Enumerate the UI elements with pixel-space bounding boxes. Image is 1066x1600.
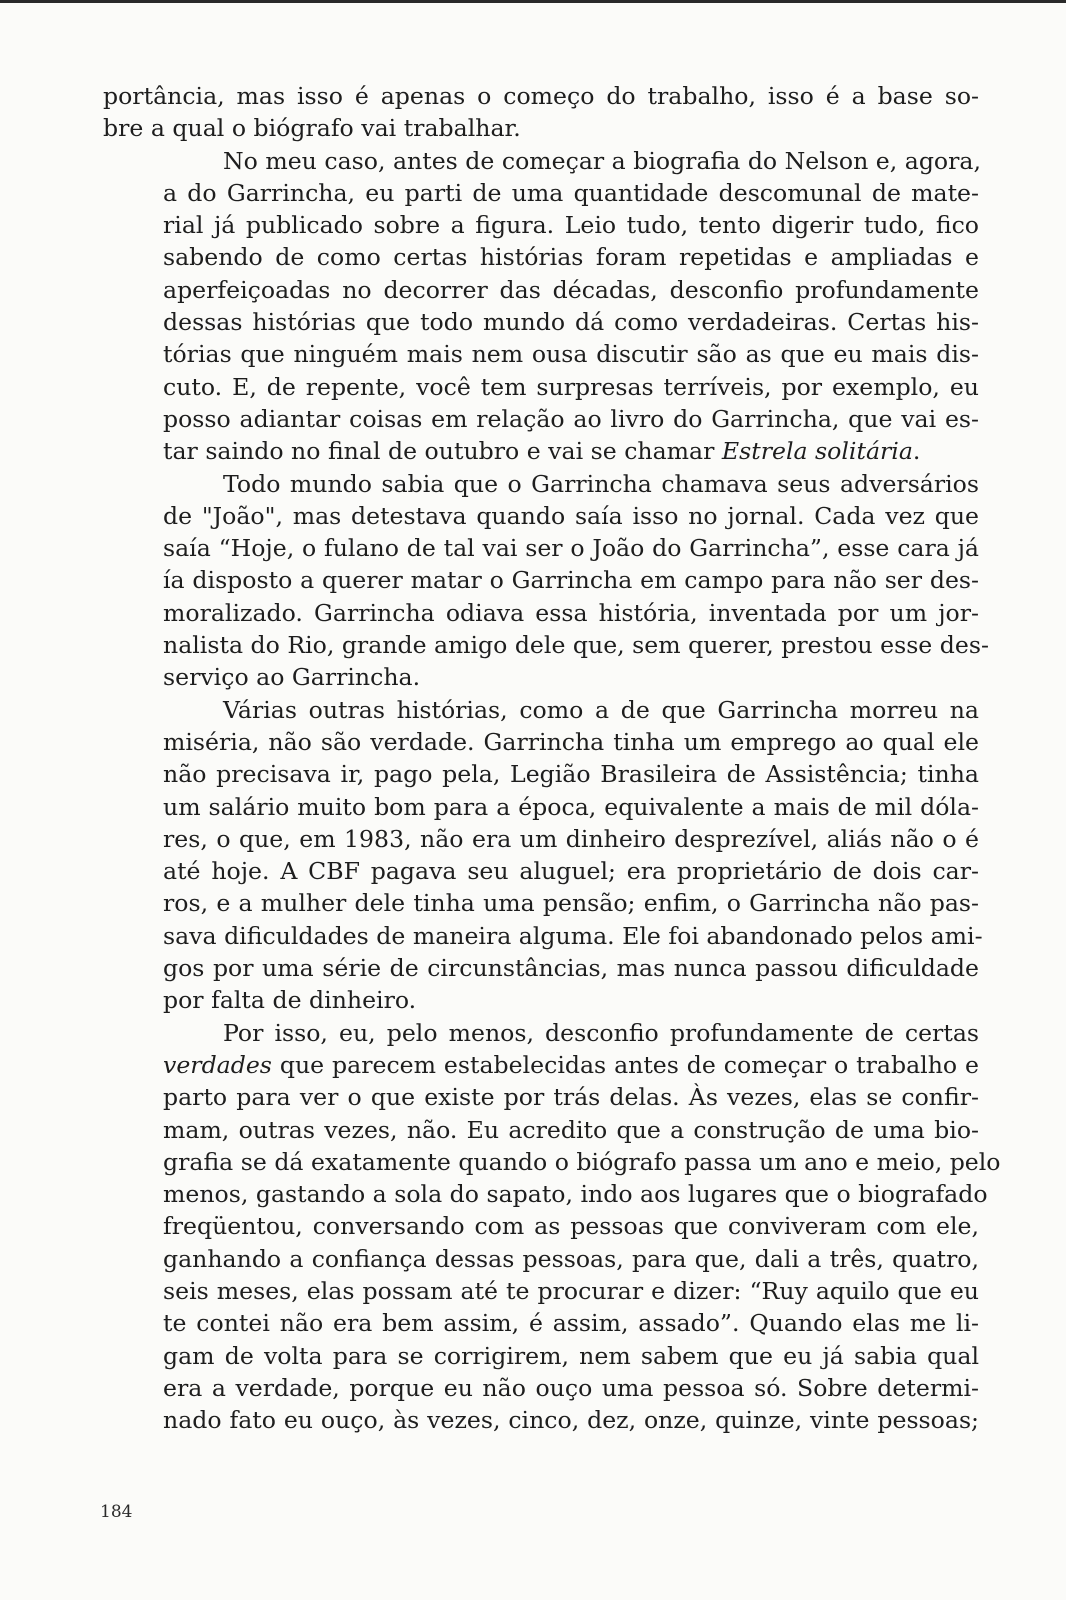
text-line: posso adiantar coisas em relação ao livro do Garrincha, que vai es-: [163, 404, 979, 433]
text-line: ros, e a mulher dele tinha uma pensão; enfim, o Garrincha não pas-: [163, 889, 979, 918]
text-line: [103, 1049, 979, 1081]
text-line: Por isso, eu, pelo menos, desconfio profundamente de certas: [223, 1018, 979, 1047]
text-line: um salário muito bom para a época, equivalente a mais de mil dóla-: [163, 792, 979, 821]
text-line: serviço ao Garrincha.: [163, 663, 421, 692]
text-line: era a verdade, porque eu não ouço uma pessoa só. Sobre determi-: [163, 1373, 979, 1402]
text-line: até hoje. A CBF pagava seu aluguel; era proprietário de dois car-: [163, 857, 979, 886]
text-line: sabendo de como certas histórias foram repetidas e ampliadas e: [163, 243, 979, 272]
text-line: aperfeiçoadas no decorrer das décadas, desconfio profundamente: [163, 275, 979, 304]
text-line: grafia se dá exatamente quando o biógrafo passa um ano e meio, pelo: [163, 1147, 1001, 1176]
text-line: sava dificuldades de maneira alguma. Ele foi abandonado pelos ami-: [163, 921, 983, 950]
text-line: nalista do Rio, grande amigo dele que, sem querer, prestou esse des-: [163, 631, 989, 660]
text-line: moralizado. Garrincha odiava essa história, inventada por um jor-: [163, 598, 979, 627]
text-line: No meu caso, antes de começar a biografia do Nelson e, agora,: [223, 146, 981, 175]
emphasized-word: verdades: [163, 1050, 272, 1079]
book-title: Estrela solitária: [721, 437, 913, 466]
text-segment: .: [912, 437, 921, 466]
text-line: a do Garrincha, eu parti de uma quantidade descomunal de mate-: [163, 178, 979, 207]
text-line: res, o que, em 1983, não era um dinheiro desprezível, aliás não o é: [163, 824, 979, 853]
text-line: bre a qual o biógrafo vai trabalhar.: [103, 114, 521, 143]
text-segment: tar saindo no final de outubro e vai se chamar: [163, 437, 722, 466]
paragraph-3: [103, 468, 989, 694]
text-line: [103, 435, 979, 467]
page-number: 184: [100, 1502, 133, 1522]
text-line: menos, gastando a sola do sapato, indo aos lugares que o biografado: [163, 1180, 988, 1209]
text-line: ía disposto a querer matar o Garrincha em campo para não ser des-: [163, 566, 979, 595]
text-line: te contei não era bem assim, é assim, assado”. Quando elas me li-: [163, 1309, 979, 1338]
paragraph-2: [103, 145, 979, 468]
text-line: miséria, não são verdade. Garrincha tinha um emprego ao qual ele: [163, 727, 979, 756]
text-line: nado fato eu ouço, às vezes, cinco, dez, onze, quinze, vinte pessoas;: [163, 1406, 979, 1435]
text-line: Várias outras histórias, como a de que Garrincha morreu na: [223, 695, 979, 724]
text-line: portância, mas isso é apenas o começo do trabalho, isso é a base so-: [103, 82, 979, 110]
text-line: freqüentou, conversando com as pessoas que conviveram com ele,: [163, 1212, 979, 1241]
text-line: Todo mundo sabia que o Garrincha chamava seus adversários: [223, 469, 979, 498]
top-rule: [0, 0, 1066, 3]
text-line: saía “Hoje, o fulano de tal vai ser o João do Garrincha”, esse cara já: [163, 534, 979, 563]
text-line: não precisava ir, pago pela, Legião Brasileira de Assistência; tinha: [163, 760, 979, 789]
text-line: de "João", mas detestava quando saía isso no jornal. Cada vez que: [163, 501, 979, 530]
paragraph-1: [103, 80, 979, 145]
text-line: tórias que ninguém mais nem ousa discutir são as que eu mais dis-: [163, 340, 979, 369]
text-line: por falta de dinheiro.: [163, 986, 417, 1015]
page-body-text: [103, 80, 1001, 1436]
text-line: gos por uma série de circunstâncias, mas nunca passou dificuldade: [163, 954, 979, 983]
text-line: dessas histórias que todo mundo dá como verdadeiras. Certas his-: [163, 308, 979, 337]
text-line: gam de volta para se corrigirem, nem sabem que eu já sabia qual: [163, 1341, 979, 1370]
text-line: ganhando a confiança dessas pessoas, para que, dali a três, quatro,: [163, 1244, 979, 1273]
paragraph-4: [103, 694, 983, 1017]
text-line: cuto. E, de repente, você tem surpresas terríveis, por exemplo, eu: [163, 372, 979, 401]
text-line: mam, outras vezes, não. Eu acredito que a construção de uma bio-: [163, 1115, 979, 1144]
text-line: seis meses, elas possam até te procurar e dizer: “Ruy aquilo que eu: [163, 1276, 979, 1305]
paragraph-5: [103, 1017, 1001, 1437]
text-segment: que parecem estabelecidas antes de começar o trabalho e: [271, 1050, 979, 1079]
text-line: parto para ver o que existe por trás delas. Às vezes, elas se confir-: [163, 1083, 979, 1112]
text-line: rial já publicado sobre a figura. Leio tudo, tento digerir tudo, fico: [163, 211, 979, 240]
